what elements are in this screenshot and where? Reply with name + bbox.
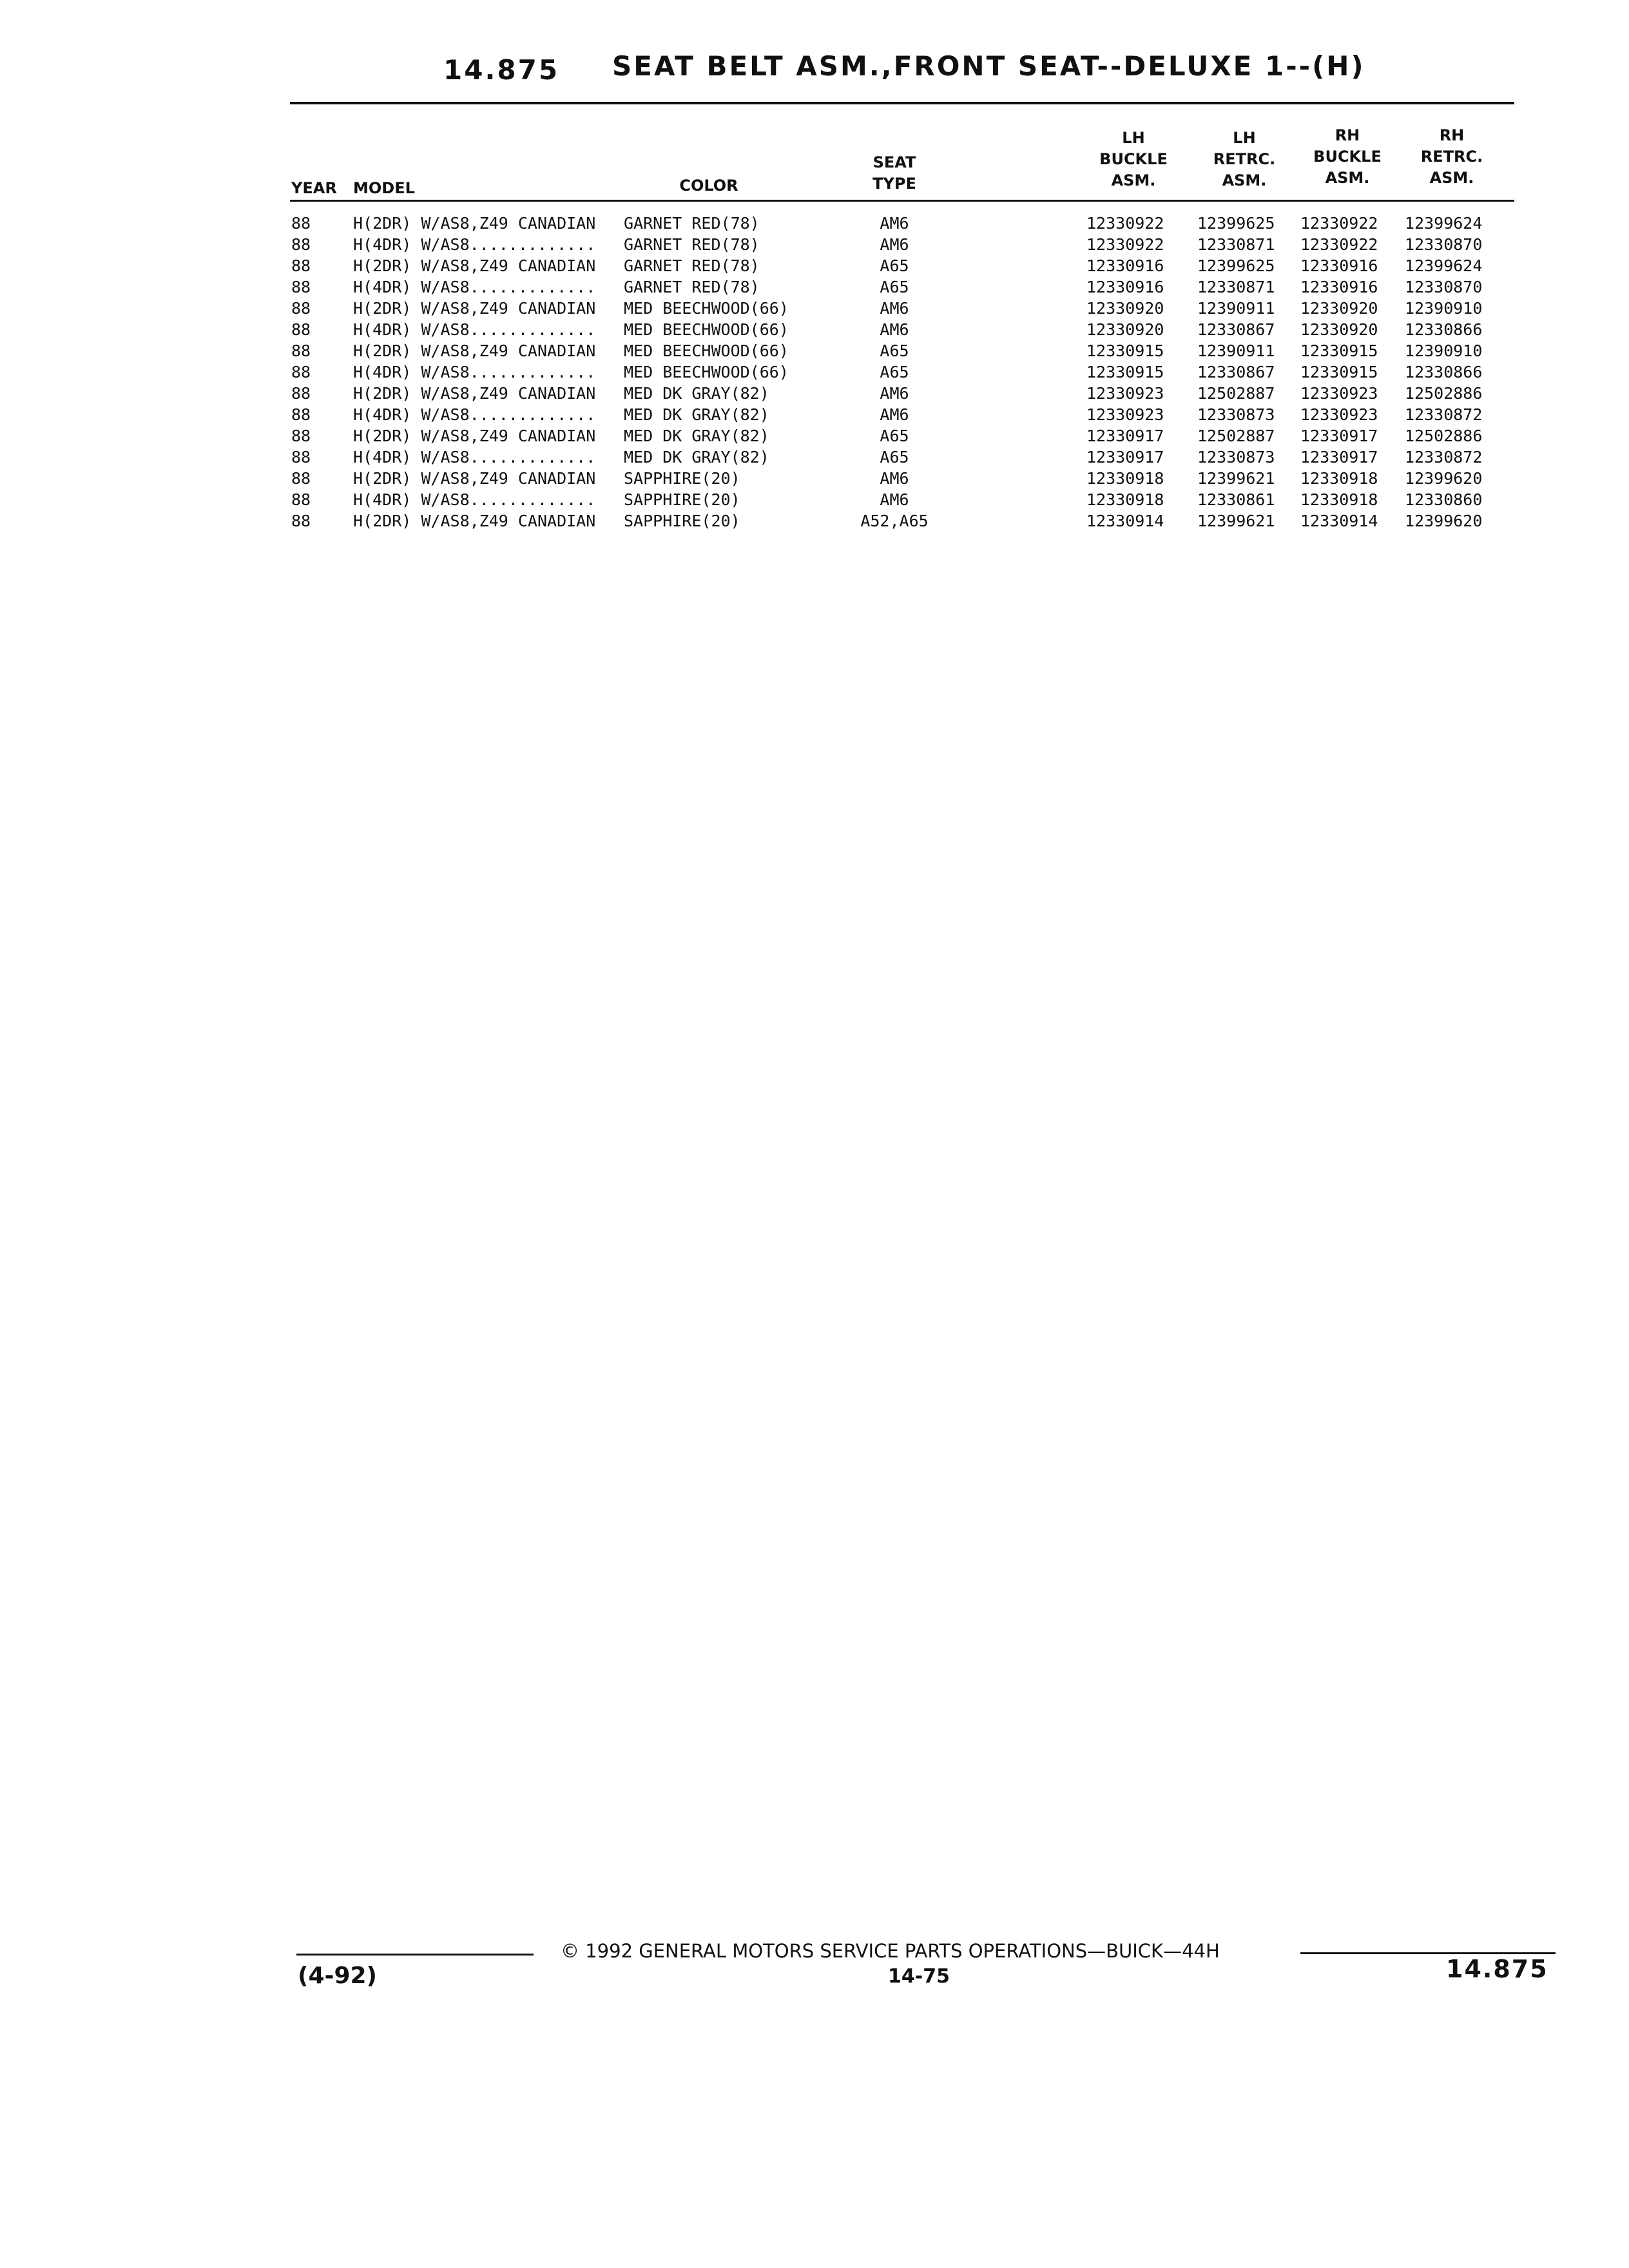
cell-color: MED DK GRAY(82) xyxy=(624,405,769,424)
cell-lh-retrc: 12330873 xyxy=(1197,405,1275,424)
cell-rh-buckle: 12330915 xyxy=(1300,363,1378,381)
cell-rh-buckle: 12330916 xyxy=(1300,278,1378,296)
cell-year: 88 xyxy=(291,363,311,381)
cell-lh-buckle: 12330922 xyxy=(1086,214,1164,233)
header-lh-retrc-line-3: ASM. xyxy=(1222,171,1267,189)
table-row xyxy=(0,234,1629,255)
cell-model: H(2DR) W/AS8,Z49 CANADIAN xyxy=(353,256,596,275)
cell-rh-buckle: 12330917 xyxy=(1300,427,1378,445)
cell-rh-retrc: 12330866 xyxy=(1405,363,1483,381)
header-seat-line-1: SEAT xyxy=(872,153,916,171)
cell-rh-retrc: 12330866 xyxy=(1405,320,1483,339)
cell-lh-buckle: 12330920 xyxy=(1086,320,1164,339)
cell-color: MED BEECHWOOD(66) xyxy=(624,299,789,318)
cell-rh-buckle: 12330922 xyxy=(1300,214,1378,233)
cell-model: H(4DR) W/AS8............. xyxy=(353,320,596,339)
table-row xyxy=(0,404,1629,425)
cell-year: 88 xyxy=(291,299,311,318)
page-title: SEAT BELT ASM.,FRONT SEAT--DELUXE 1--(H) xyxy=(612,50,1365,82)
header-rh-retrc-line-3: ASM. xyxy=(1429,169,1474,187)
cell-lh-buckle: 12330922 xyxy=(1086,235,1164,254)
cell-seat-type: AM6 xyxy=(880,490,909,509)
cell-lh-buckle: 12330914 xyxy=(1086,512,1164,530)
cell-rh-retrc: 12330872 xyxy=(1405,405,1483,424)
header-color: COLOR xyxy=(679,177,738,195)
cell-lh-retrc: 12502887 xyxy=(1197,384,1275,403)
table-row xyxy=(0,276,1629,298)
cell-rh-buckle: 12330920 xyxy=(1300,299,1378,318)
table-row xyxy=(0,298,1629,319)
cell-model: H(2DR) W/AS8,Z49 CANADIAN xyxy=(353,299,596,318)
cell-rh-retrc: 12330870 xyxy=(1405,278,1483,296)
header-lh-retrc-line-2: RETRC. xyxy=(1213,150,1276,168)
cell-model: H(2DR) W/AS8,Z49 CANADIAN xyxy=(353,384,596,403)
header-rh-buckle-line-2: BUCKLE xyxy=(1313,148,1382,166)
header-lh-buckle-line-1: LH xyxy=(1122,129,1145,147)
cell-rh-buckle: 12330916 xyxy=(1300,256,1378,275)
table-row xyxy=(0,255,1629,276)
cell-rh-buckle: 12330915 xyxy=(1300,341,1378,360)
cell-year: 88 xyxy=(291,405,311,424)
page-number: 14-75 xyxy=(888,1965,950,1988)
cell-lh-retrc: 12399625 xyxy=(1197,256,1275,275)
cell-color: GARNET RED(78) xyxy=(624,256,760,275)
cell-model: H(2DR) W/AS8,Z49 CANADIAN xyxy=(353,214,596,233)
table-row xyxy=(0,510,1629,532)
cell-lh-buckle: 12330918 xyxy=(1086,469,1164,488)
cell-year: 88 xyxy=(291,278,311,296)
cell-lh-buckle: 12330920 xyxy=(1086,299,1164,318)
cell-seat-type: A65 xyxy=(880,448,909,466)
cell-lh-retrc: 12502887 xyxy=(1197,427,1275,445)
header-rh-retrc-line-2: RETRC. xyxy=(1420,148,1483,166)
cell-seat-type: AM6 xyxy=(880,384,909,403)
cell-lh-retrc: 12330867 xyxy=(1197,320,1275,339)
header-lh-buckle xyxy=(1085,128,1182,191)
header-year: YEAR xyxy=(291,179,337,197)
cell-lh-retrc: 12330867 xyxy=(1197,363,1275,381)
cell-model: H(2DR) W/AS8,Z49 CANADIAN xyxy=(353,469,596,488)
cell-rh-buckle: 12330914 xyxy=(1300,512,1378,530)
table-row xyxy=(0,447,1629,468)
cell-year: 88 xyxy=(291,214,311,233)
cell-seat-type: A65 xyxy=(880,341,909,360)
cell-year: 88 xyxy=(291,490,311,509)
cell-lh-buckle: 12330915 xyxy=(1086,363,1164,381)
cell-rh-buckle: 12330918 xyxy=(1300,469,1378,488)
cell-year: 88 xyxy=(291,512,311,530)
cell-year: 88 xyxy=(291,384,311,403)
cell-rh-buckle: 12330923 xyxy=(1300,405,1378,424)
cell-lh-buckle: 12330918 xyxy=(1086,490,1164,509)
cell-lh-buckle: 12330923 xyxy=(1086,405,1164,424)
cell-lh-buckle: 12330917 xyxy=(1086,427,1164,445)
header-lh-buckle-line-3: ASM. xyxy=(1111,171,1156,189)
header-lh-retrc xyxy=(1196,128,1293,191)
cell-color: MED DK GRAY(82) xyxy=(624,427,769,445)
cell-rh-retrc: 12330870 xyxy=(1405,235,1483,254)
cell-rh-retrc: 12399624 xyxy=(1405,256,1483,275)
cell-year: 88 xyxy=(291,320,311,339)
cell-rh-retrc: 12390910 xyxy=(1405,299,1483,318)
cell-rh-buckle: 12330920 xyxy=(1300,320,1378,339)
table-row xyxy=(0,425,1629,447)
cell-rh-buckle: 12330923 xyxy=(1300,384,1378,403)
cell-color: MED DK GRAY(82) xyxy=(624,448,769,466)
cell-year: 88 xyxy=(291,427,311,445)
cell-rh-buckle: 12330922 xyxy=(1300,235,1378,254)
cell-color: MED DK GRAY(82) xyxy=(624,384,769,403)
header-rule xyxy=(290,200,1514,202)
cell-seat-type: AM6 xyxy=(880,320,909,339)
cell-rh-retrc: 12390910 xyxy=(1405,341,1483,360)
cell-lh-retrc: 12390911 xyxy=(1197,299,1275,318)
cell-year: 88 xyxy=(291,341,311,360)
header-seat-line-2: TYPE xyxy=(872,175,916,193)
cell-model: H(4DR) W/AS8............. xyxy=(353,278,596,296)
cell-color: SAPPHIRE(20) xyxy=(624,512,740,530)
cell-color: MED BEECHWOOD(66) xyxy=(624,363,789,381)
cell-lh-retrc: 12399621 xyxy=(1197,469,1275,488)
table-row xyxy=(0,319,1629,340)
table-row xyxy=(0,340,1629,361)
footer-section-number: 14.875 xyxy=(1446,1955,1548,1983)
cell-model: H(2DR) W/AS8,Z49 CANADIAN xyxy=(353,341,596,360)
cell-rh-retrc: 12330872 xyxy=(1405,448,1483,466)
table-row xyxy=(0,213,1629,234)
footer-rule-right xyxy=(1300,1952,1556,1954)
cell-rh-buckle: 12330917 xyxy=(1300,448,1378,466)
cell-seat-type: AM6 xyxy=(880,235,909,254)
cell-year: 88 xyxy=(291,448,311,466)
cell-lh-retrc: 12330871 xyxy=(1197,278,1275,296)
cell-rh-retrc: 12399620 xyxy=(1405,512,1483,530)
cell-rh-retrc: 12399624 xyxy=(1405,214,1483,233)
cell-rh-buckle: 12330918 xyxy=(1300,490,1378,509)
cell-year: 88 xyxy=(291,235,311,254)
cell-seat-type: AM6 xyxy=(880,299,909,318)
table-row xyxy=(0,489,1629,510)
cell-seat-type: A65 xyxy=(880,427,909,445)
header-lh-buckle-line-2: BUCKLE xyxy=(1099,150,1168,168)
cell-model: H(4DR) W/AS8............. xyxy=(353,363,596,381)
cell-lh-buckle: 12330923 xyxy=(1086,384,1164,403)
cell-rh-retrc: 12502886 xyxy=(1405,384,1483,403)
cell-model: H(2DR) W/AS8,Z49 CANADIAN xyxy=(353,427,596,445)
cell-color: GARNET RED(78) xyxy=(624,235,760,254)
cell-seat-type: AM6 xyxy=(880,405,909,424)
cell-year: 88 xyxy=(291,469,311,488)
cell-lh-retrc: 12399621 xyxy=(1197,512,1275,530)
cell-lh-retrc: 12330861 xyxy=(1197,490,1275,509)
cell-seat-type: AM6 xyxy=(880,469,909,488)
cell-color: SAPPHIRE(20) xyxy=(624,490,740,509)
cell-lh-retrc: 12330873 xyxy=(1197,448,1275,466)
cell-lh-buckle: 12330916 xyxy=(1086,256,1164,275)
header-rh-buckle-line-1: RH xyxy=(1335,126,1360,144)
cell-lh-retrc: 12330871 xyxy=(1197,235,1275,254)
table-row xyxy=(0,383,1629,404)
cell-seat-type: A65 xyxy=(880,256,909,275)
cell-lh-retrc: 12399625 xyxy=(1197,214,1275,233)
cell-seat-type: A65 xyxy=(880,278,909,296)
footer-rule-left xyxy=(296,1954,534,1956)
cell-model: H(4DR) W/AS8............. xyxy=(353,235,596,254)
section-number: 14.875 xyxy=(443,54,560,86)
header-rh-retrc xyxy=(1403,125,1500,189)
copyright-text: © 1992 GENERAL MOTORS SERVICE PARTS OPERATIONS—BUICK—44H xyxy=(561,1940,1220,1962)
cell-rh-retrc: 12330860 xyxy=(1405,490,1483,509)
cell-model: H(2DR) W/AS8,Z49 CANADIAN xyxy=(353,512,596,530)
cell-color: GARNET RED(78) xyxy=(624,214,760,233)
header-model: MODEL xyxy=(353,179,415,197)
cell-lh-buckle: 12330915 xyxy=(1086,341,1164,360)
cell-lh-buckle: 12330917 xyxy=(1086,448,1164,466)
table-row xyxy=(0,468,1629,489)
cell-lh-buckle: 12330916 xyxy=(1086,278,1164,296)
header-rh-buckle-line-3: ASM. xyxy=(1325,169,1370,187)
cell-rh-retrc: 12502886 xyxy=(1405,427,1483,445)
header-rh-buckle xyxy=(1299,125,1396,189)
cell-model: H(4DR) W/AS8............. xyxy=(353,448,596,466)
cell-rh-retrc: 12399620 xyxy=(1405,469,1483,488)
revision-date: (4-92) xyxy=(298,1963,377,1989)
header-seat-type xyxy=(849,152,940,195)
cell-color: MED BEECHWOOD(66) xyxy=(624,320,789,339)
table-row xyxy=(0,361,1629,383)
title-rule xyxy=(290,102,1514,104)
cell-seat-type: A52,A65 xyxy=(860,512,929,530)
cell-year: 88 xyxy=(291,256,311,275)
cell-color: MED BEECHWOOD(66) xyxy=(624,341,789,360)
cell-color: SAPPHIRE(20) xyxy=(624,469,740,488)
cell-model: H(4DR) W/AS8............. xyxy=(353,405,596,424)
cell-lh-retrc: 12390911 xyxy=(1197,341,1275,360)
header-rh-retrc-line-1: RH xyxy=(1439,126,1465,144)
header-lh-retrc-line-1: LH xyxy=(1233,129,1256,147)
cell-seat-type: A65 xyxy=(880,363,909,381)
cell-model: H(4DR) W/AS8............. xyxy=(353,490,596,509)
cell-color: GARNET RED(78) xyxy=(624,278,760,296)
cell-seat-type: AM6 xyxy=(880,214,909,233)
